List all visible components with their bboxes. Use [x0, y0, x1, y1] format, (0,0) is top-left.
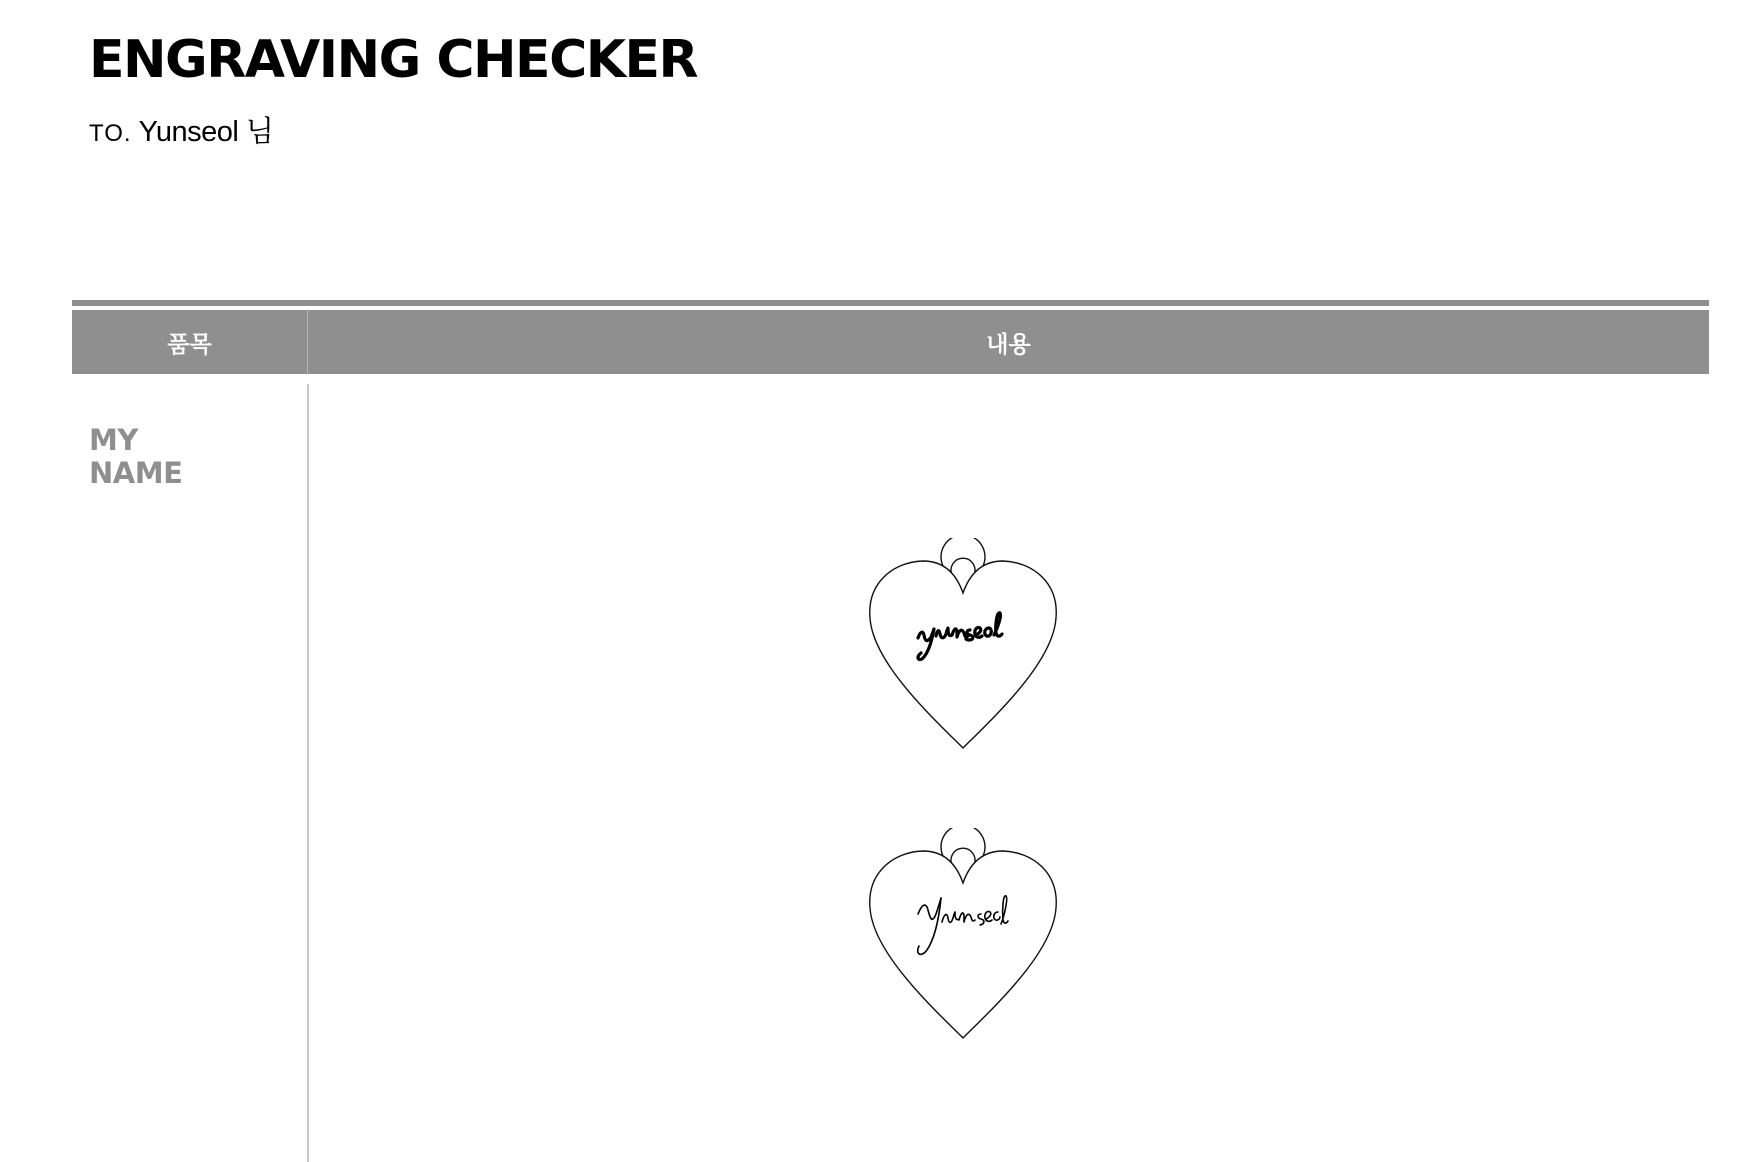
item-label-line-1: MY — [89, 423, 138, 457]
item-label-line-2: NAME — [89, 456, 183, 490]
column-divider — [307, 384, 309, 1162]
item-label — [89, 424, 182, 490]
heart-charm-icon — [858, 538, 1068, 758]
table-top-rule — [72, 300, 1709, 306]
table-header — [72, 310, 1709, 374]
recipient-line — [89, 112, 273, 154]
heart-charm-icon — [858, 828, 1068, 1048]
column-header-content: 내용 — [986, 330, 1031, 357]
column-header-item: 품목 — [72, 310, 308, 374]
heart-charm-preview-2 — [858, 828, 1068, 1048]
to-prefix: TO. — [89, 120, 132, 147]
page-title: ENGRAVING CHECKER — [89, 30, 698, 90]
heart-charm-preview-1 — [858, 538, 1068, 758]
recipient-name: Yunseol 님 — [138, 116, 274, 148]
